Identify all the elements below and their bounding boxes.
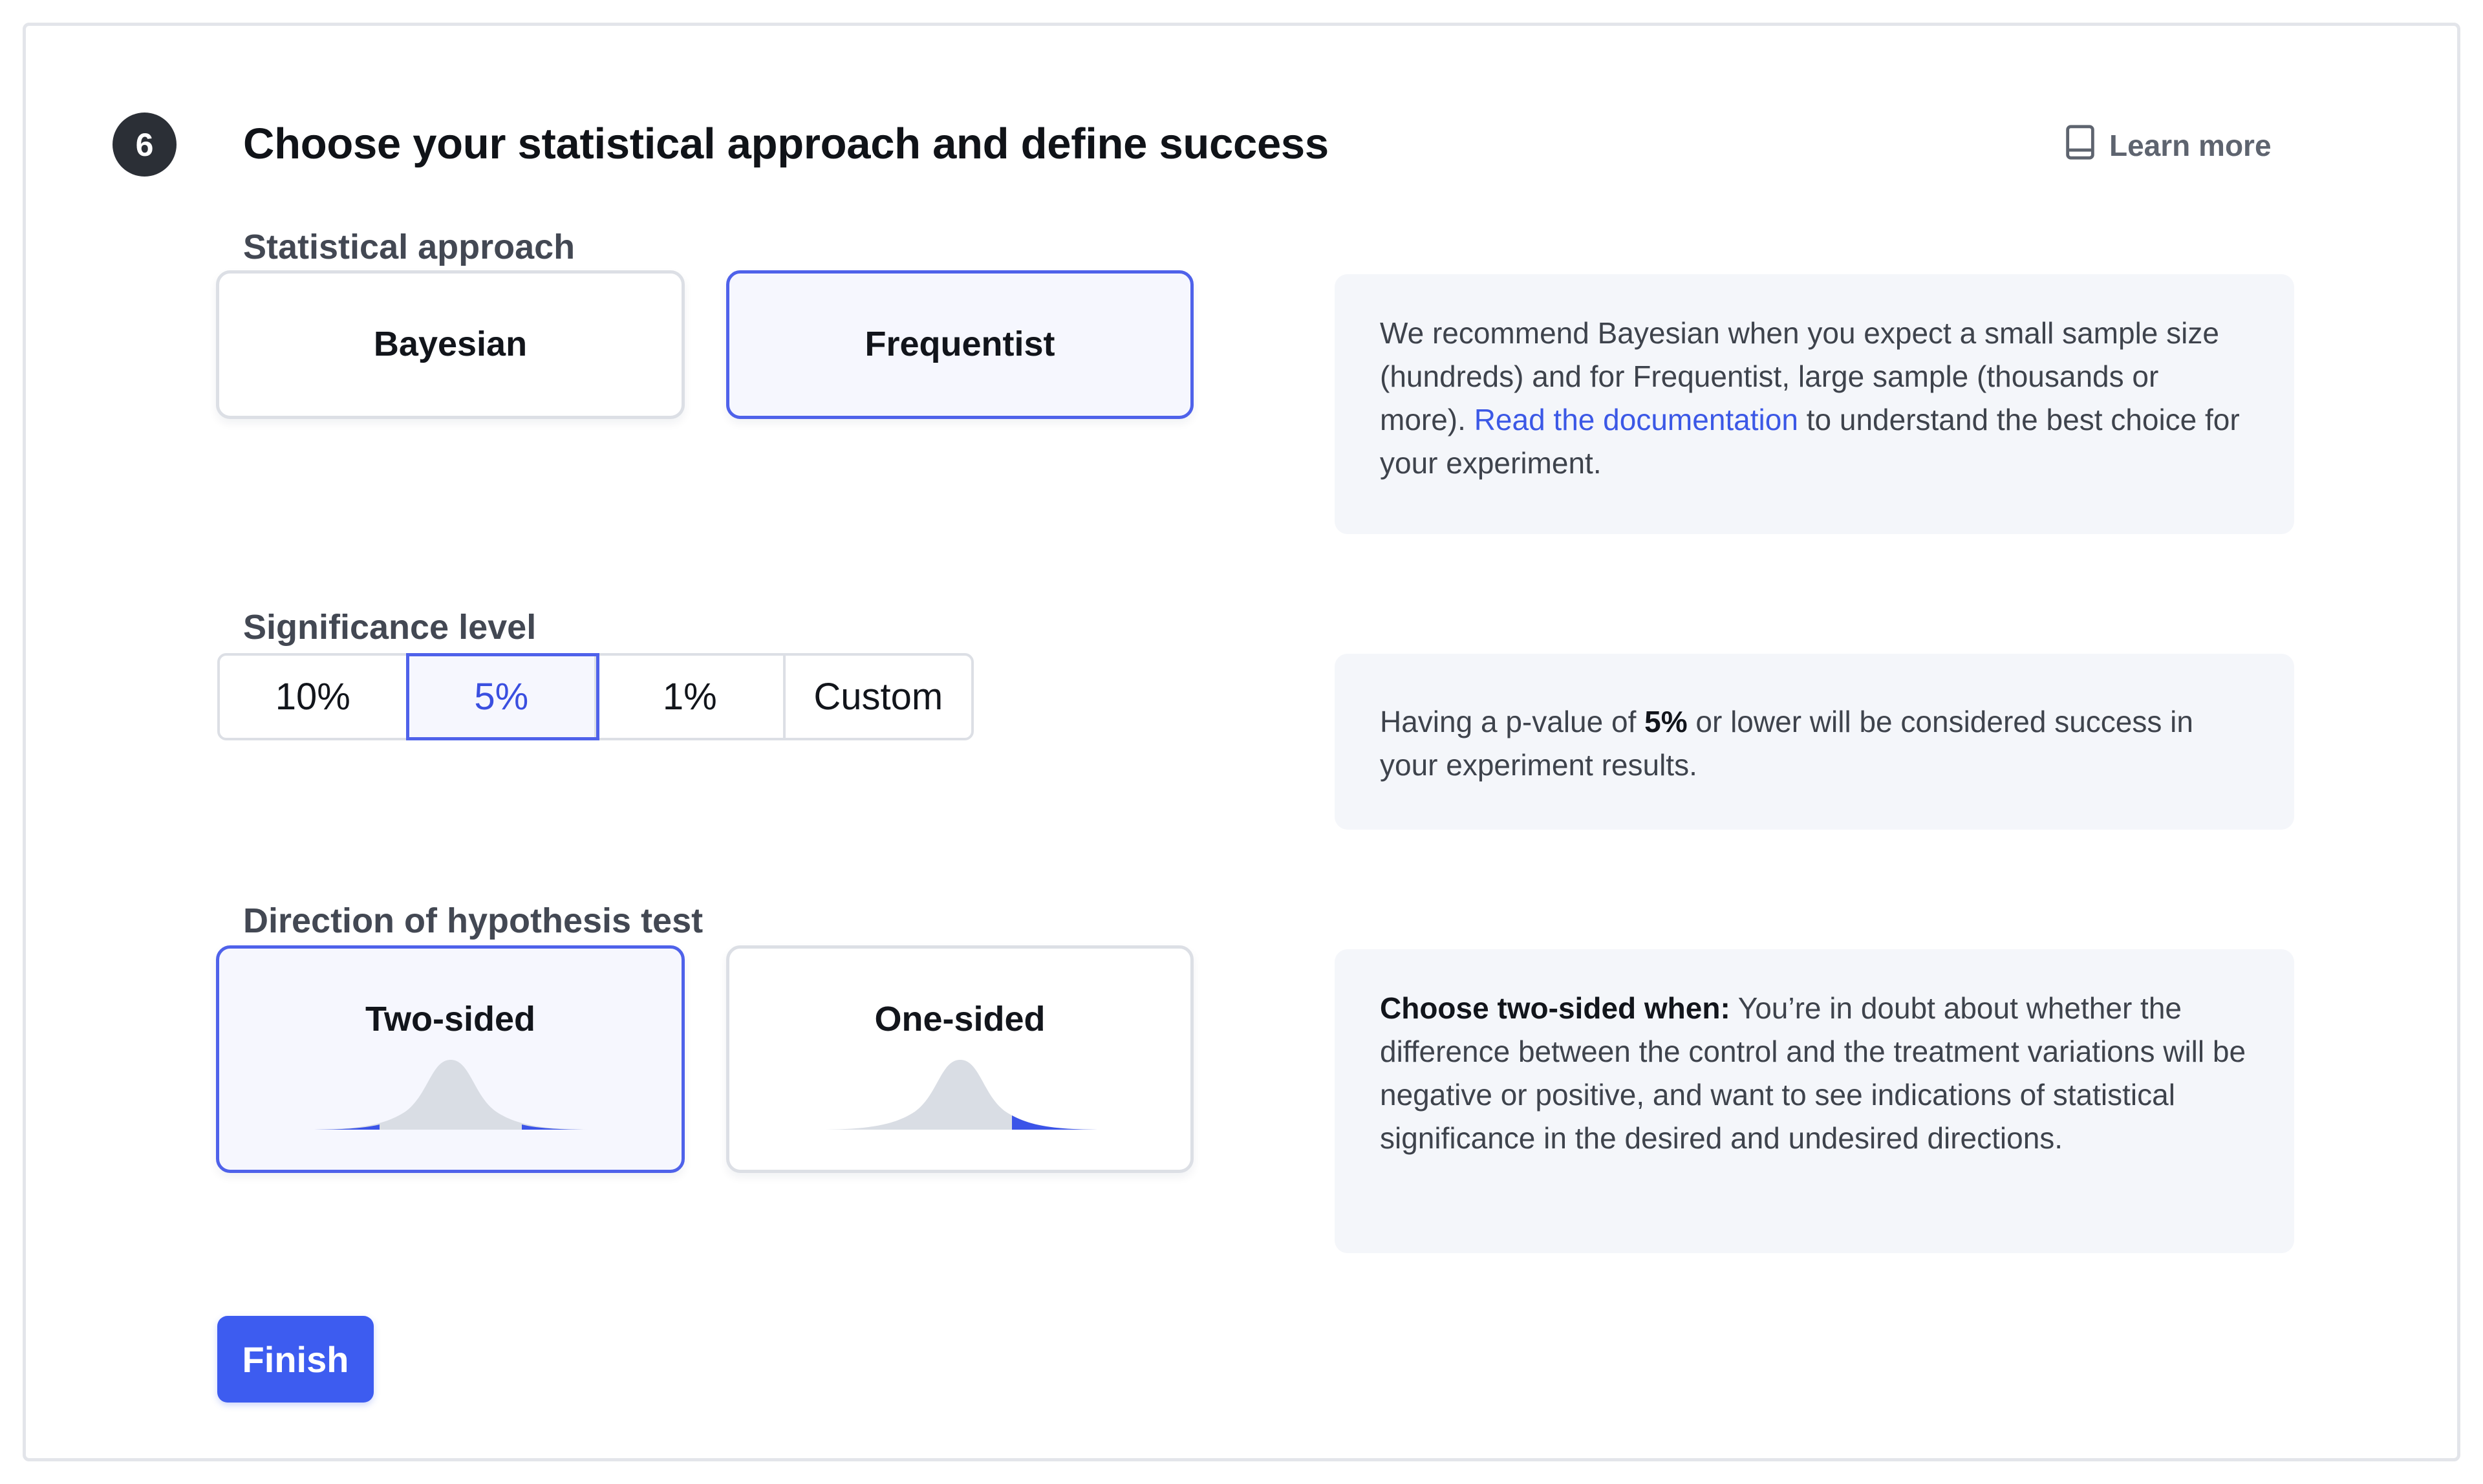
statistical-approach-label: Statistical approach xyxy=(243,228,575,266)
learn-more-label: Learn more xyxy=(2109,129,2272,162)
learn-more-link[interactable] xyxy=(2064,123,2272,168)
significance-1-option[interactable]: 1% xyxy=(597,656,786,738)
frequentist-option-label: Frequentist xyxy=(865,325,1055,363)
significance-info-prefix: Having a p-value of xyxy=(1380,705,1637,738)
two-sided-option-label: Two-sided xyxy=(365,1000,535,1038)
one-tailed-distribution-icon xyxy=(729,1060,1190,1131)
significance-info-suffix: or lower will be considered success in your experiment results. xyxy=(1380,705,2193,782)
significance-custom-option[interactable]: Custom xyxy=(813,676,943,718)
statistical-approach-info xyxy=(1335,274,2294,534)
one-sided-option[interactable] xyxy=(726,945,1194,1173)
significance-level-label: Significance level xyxy=(243,608,537,647)
bayesian-option-label: Bayesian xyxy=(373,325,528,363)
one-sided-option-label: One-sided xyxy=(874,1000,1046,1038)
hypothesis-info-text: You’re in doubt about whether the difference between the control and the treatment variations will be negative or positive, and want to see indications of statistical significance in the desired and undesired directions. xyxy=(1380,991,2246,1155)
significance-5-option[interactable]: 5% xyxy=(409,656,597,738)
step-card xyxy=(23,23,2460,1461)
documentation-link[interactable]: Read the documentation xyxy=(1474,403,1798,436)
significance-level-selector xyxy=(217,653,974,740)
two-sided-option[interactable] xyxy=(216,945,685,1173)
hypothesis-direction-info xyxy=(1335,949,2294,1253)
bayesian-option[interactable] xyxy=(216,270,685,419)
finish-button[interactable]: Finish xyxy=(217,1316,374,1403)
significance-level-info xyxy=(1335,654,2294,830)
frequentist-option[interactable] xyxy=(726,270,1194,419)
two-tailed-distribution-icon xyxy=(219,1060,682,1131)
step-title: Choose your statistical approach and define success xyxy=(243,120,1329,168)
hypothesis-direction-label: Direction of hypothesis test xyxy=(243,901,704,940)
step-number-badge: 6 xyxy=(113,113,177,177)
approach-info-text-end: to understand the best choice for your experiment. xyxy=(1380,403,2240,480)
significance-info-value: 5% xyxy=(1644,705,1688,738)
book-icon xyxy=(2064,124,2096,168)
approach-info-text: We recommend Bayesian when you expect a small sample size (hundreds) and for Frequentist, large sample (thousands or more). xyxy=(1380,316,2219,436)
hypothesis-info-bold: Choose two-sided when: xyxy=(1380,991,1730,1025)
significance-10-option[interactable]: 10% xyxy=(220,656,409,738)
